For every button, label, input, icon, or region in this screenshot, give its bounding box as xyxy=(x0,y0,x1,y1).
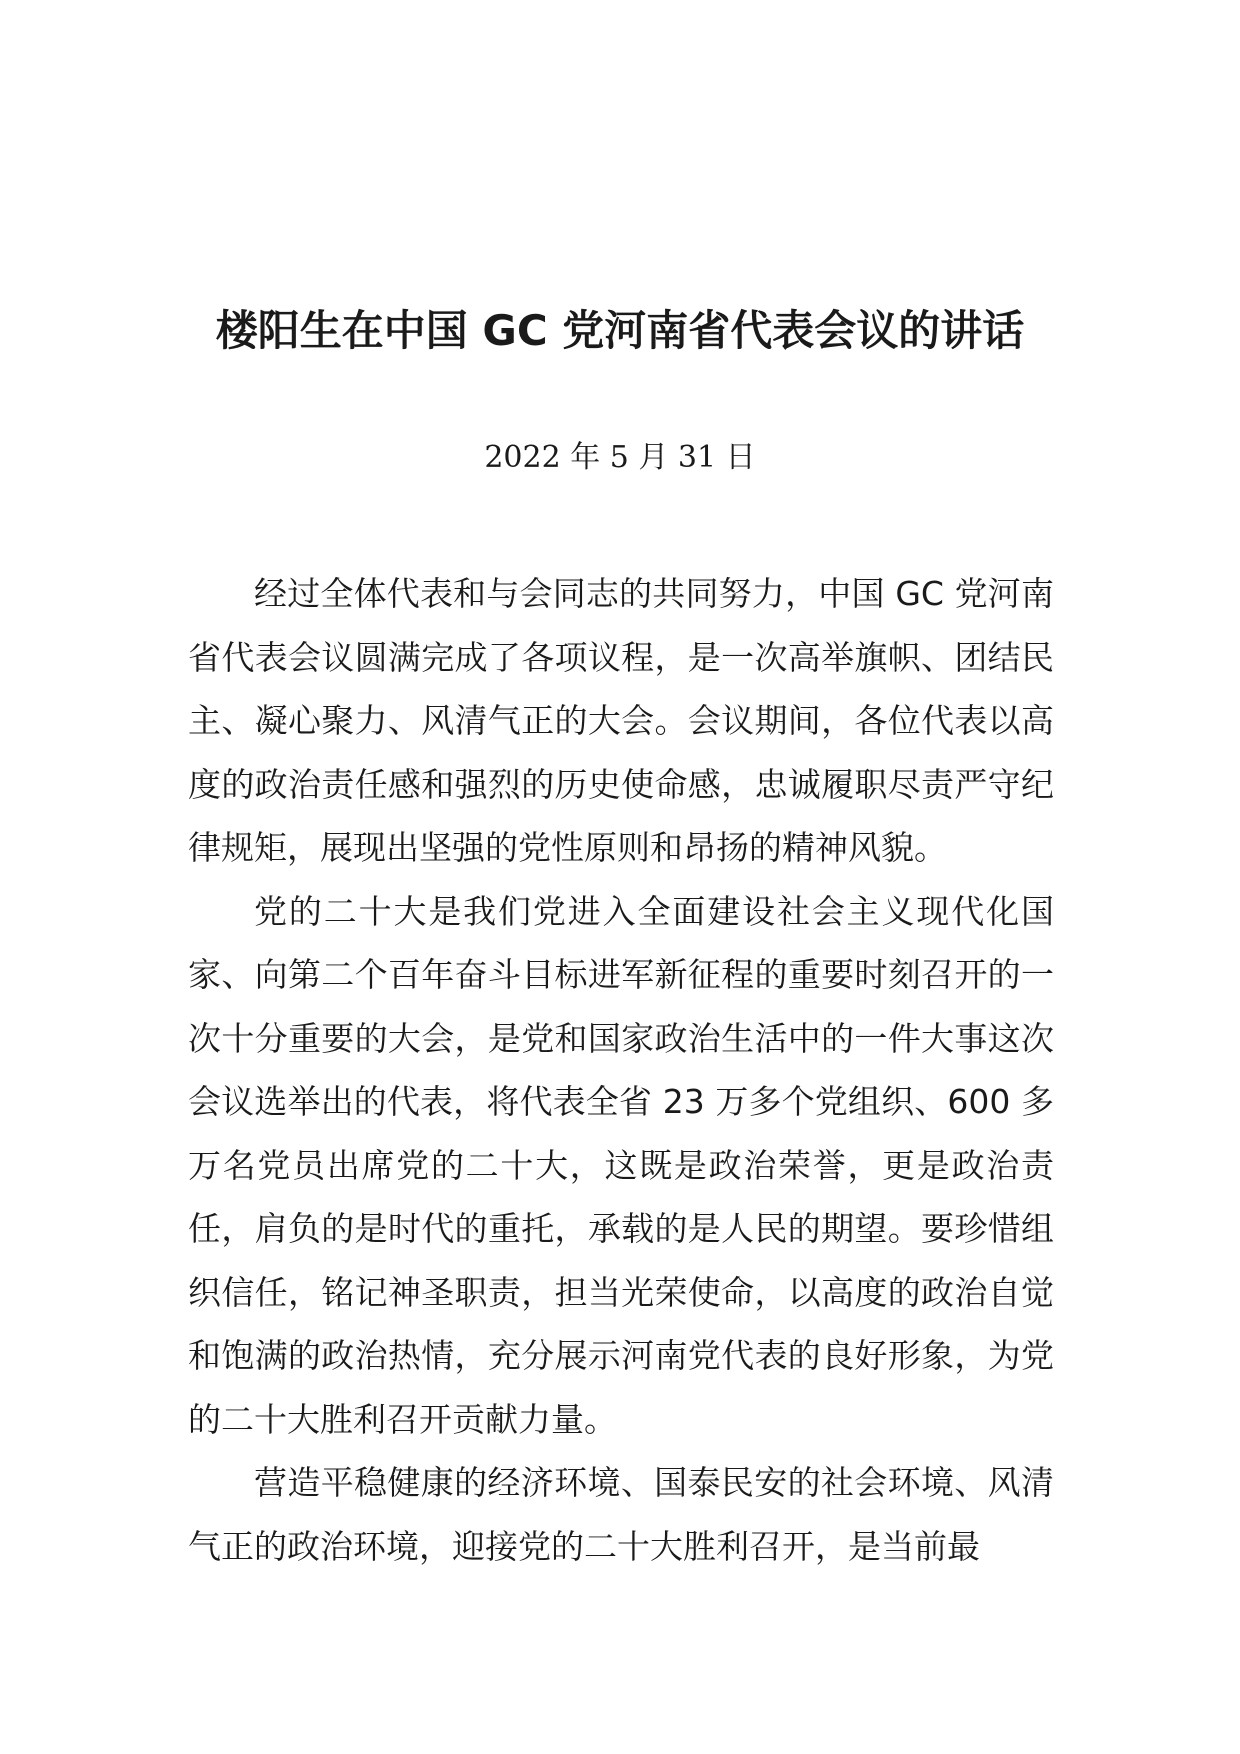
document-date: 2022 年 5 月 31 日 xyxy=(484,440,756,475)
document-body xyxy=(188,562,1054,1578)
document-title: 楼阳生在中国 GC 党河南省代表会议的讲话 xyxy=(215,306,1025,355)
paragraph: 营造平稳健康的经济环境、国泰民安的社会环境、风清气正的政治环境，迎接党的二十大胜利召开，是当前最 xyxy=(188,1463,1054,1566)
paragraph: 党的二十大是我们党进入全面建设社会主义现代化国家、向第二个百年奋斗目标进军新征程的重要时刻召开的一次十分重要的大会，是党和国家政治生活中的一件大事这次会议选举出的代表，将代表全省 23 万多个党组织、600 多万名党员出席党的二十大，这既是政治荣誉，更是政治责任，肩负的是时代的重托，承载的是人民的期望。要珍惜组织信任，铭记神圣职责，担当光荣使命，以高度的政治自觉和饱满的政治热情，充分展示河南党代表的良好形象，为党的二十大胜利召开贡献力量。 xyxy=(188,891,1054,1439)
paragraph: 经过全体代表和与会同志的共同努力，中国 GC 党河南省代表会议圆满完成了各项议程，是一次高举旗帜、团结民主、凝心聚力、风清气正的大会。会议期间，各位代表以高度的政治责任感和强烈的历史使命感，忠诚履职尽责严守纪律规矩，展现出坚强的党性原则和昂扬的精神风貌。 xyxy=(188,574,1054,867)
